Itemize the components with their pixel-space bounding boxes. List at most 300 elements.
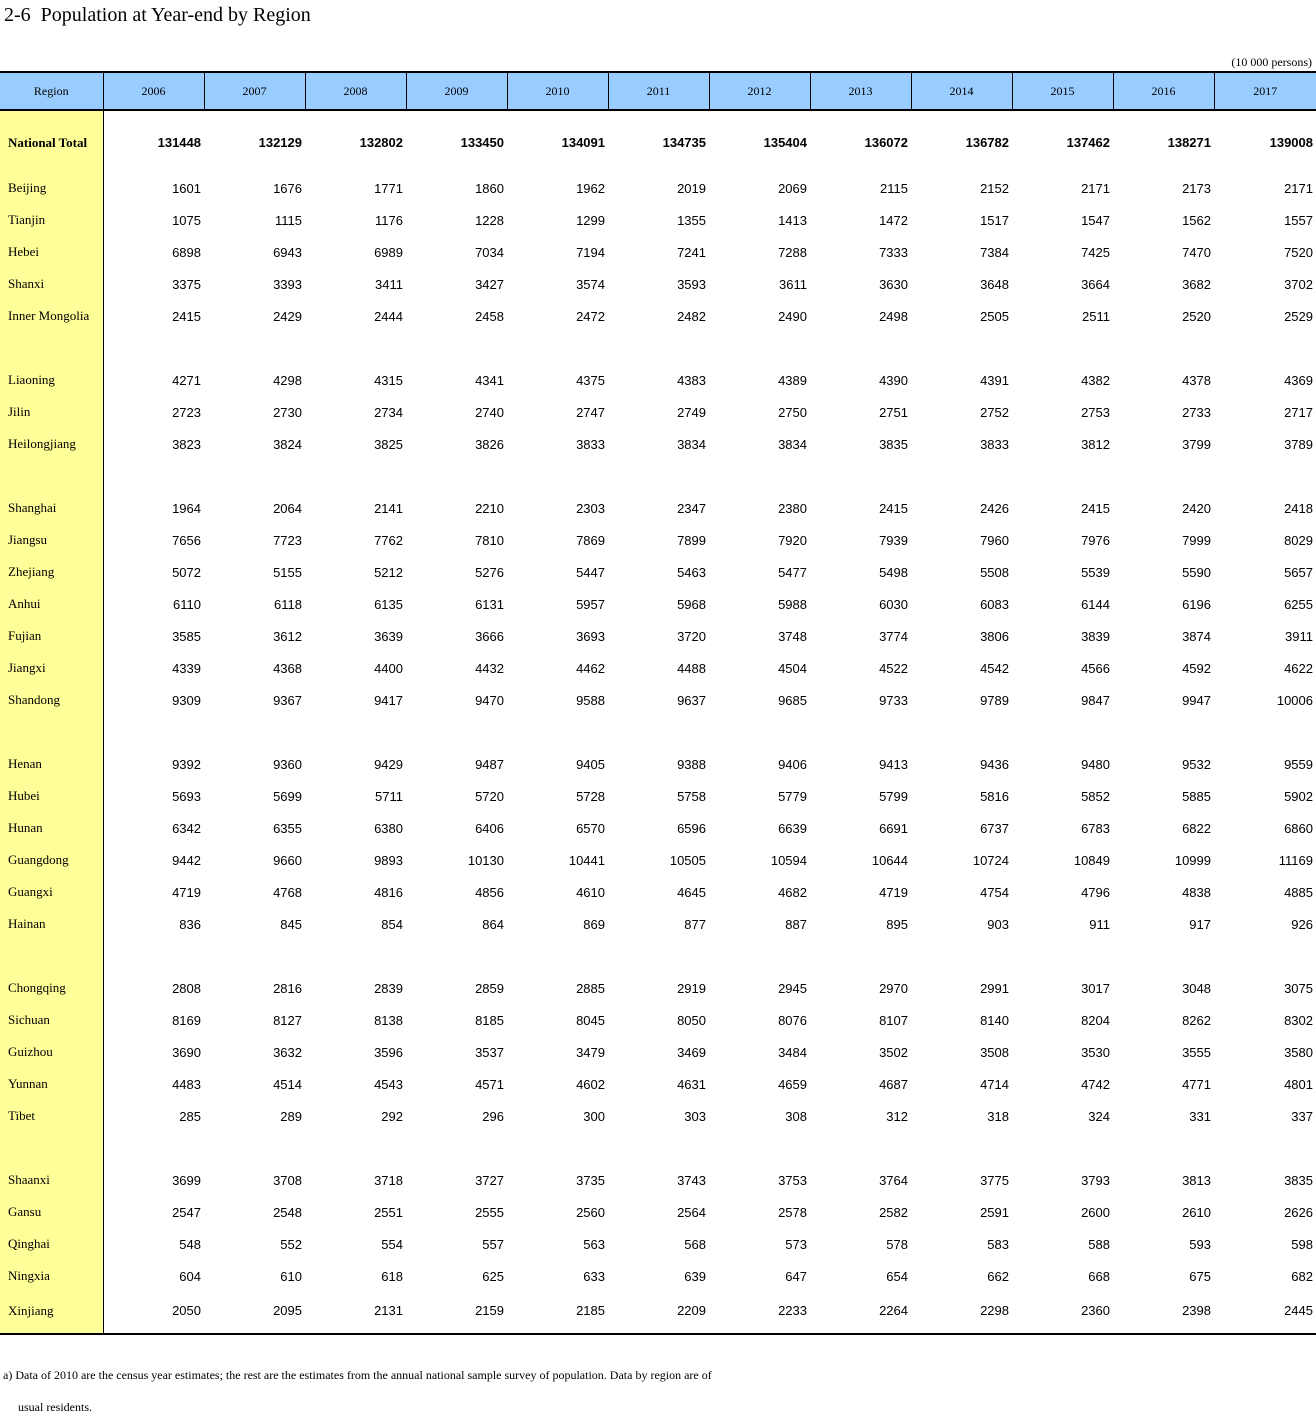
header-year: 2013 (810, 72, 911, 110)
population-value: 7288 (778, 244, 807, 260)
population-value: 1228 (475, 212, 504, 228)
table-row (0, 588, 1316, 620)
region-name: Shandong (0, 684, 103, 716)
table-row (0, 684, 1316, 716)
population-value: 2529 (1284, 308, 1313, 324)
population-value: 2418 (1284, 500, 1313, 516)
population-value: 4592 (1182, 660, 1211, 676)
population-value: 6860 (1284, 820, 1313, 836)
population-value: 4856 (475, 884, 504, 900)
header-year: 2010 (507, 72, 608, 110)
population-value: 917 (1189, 916, 1211, 932)
population-value: 2303 (576, 500, 605, 516)
population-value: 5728 (576, 788, 605, 804)
population-value: 6783 (1081, 820, 1110, 836)
population-value: 2210 (475, 500, 504, 516)
population-value: 6030 (879, 596, 908, 612)
population-value: 6737 (980, 820, 1009, 836)
region-name: Shanxi (0, 268, 103, 300)
table-row (0, 1292, 1316, 1334)
population-value: 285 (179, 1108, 201, 1124)
population-value: 1355 (677, 212, 706, 228)
population-value: 3764 (879, 1172, 908, 1188)
population-value: 3727 (475, 1172, 504, 1188)
table-row (0, 748, 1316, 780)
population-value: 8138 (374, 1012, 403, 1028)
population-value: 318 (987, 1108, 1009, 1124)
population-value: 5447 (576, 564, 605, 580)
population-value: 134735 (662, 135, 706, 150)
population-value: 9436 (980, 756, 1009, 772)
table-row (0, 204, 1316, 236)
table-row (0, 396, 1316, 428)
page-title: 2-6 Population at Year-end by Region (4, 4, 311, 26)
population-value: 135404 (763, 135, 807, 150)
population-value: 2444 (374, 308, 403, 324)
population-value: 2185 (507, 1292, 608, 1334)
region-name: Henan (0, 748, 103, 780)
population-value: 563 (583, 1236, 605, 1252)
population-value: 568 (684, 1236, 706, 1252)
population-value: 4391 (980, 372, 1009, 388)
population-value: 5902 (1284, 788, 1313, 804)
population-value: 5463 (677, 564, 706, 580)
region-name: Anhui (0, 588, 103, 620)
population-value: 3823 (172, 436, 201, 452)
population-value: 4488 (677, 660, 706, 676)
population-value: 7470 (1182, 244, 1211, 260)
population-value: 7976 (1081, 532, 1110, 548)
population-value: 7723 (273, 532, 302, 548)
population-value: 4719 (879, 884, 908, 900)
population-value: 5885 (1182, 788, 1211, 804)
table-row (0, 524, 1316, 556)
table-row (0, 1004, 1316, 1036)
population-value: 2069 (778, 180, 807, 196)
region-name: Jiangsu (0, 524, 103, 556)
table-row (0, 780, 1316, 812)
population-value: 3585 (172, 628, 201, 644)
population-value: 3812 (1081, 436, 1110, 452)
population-value: 2360 (1012, 1292, 1113, 1334)
table-row (0, 268, 1316, 300)
population-value: 7425 (1081, 244, 1110, 260)
population-value: 1075 (172, 212, 201, 228)
population-value: 8169 (172, 1012, 201, 1028)
population-value: 2458 (475, 308, 504, 324)
population-value: 3555 (1182, 1044, 1211, 1060)
population-value: 2945 (778, 980, 807, 996)
population-value: 3411 (375, 276, 403, 292)
population-value: 7656 (172, 532, 201, 548)
population-value: 3593 (677, 276, 706, 292)
population-value: 4341 (475, 372, 504, 388)
population-value: 9405 (576, 756, 605, 772)
population-value: 903 (987, 916, 1009, 932)
population-value: 7241 (677, 244, 706, 260)
population-value: 548 (179, 1236, 201, 1252)
population-value: 5720 (475, 788, 504, 804)
population-value: 6380 (374, 820, 403, 836)
population-value: 7762 (374, 532, 403, 548)
population-value: 4742 (1081, 1076, 1110, 1092)
population-value: 8185 (475, 1012, 504, 1028)
population-value: 9559 (1284, 756, 1313, 772)
population-value: 633 (583, 1268, 605, 1284)
population-value: 1472 (879, 212, 908, 228)
header-year: 2016 (1113, 72, 1214, 110)
population-value: 6570 (576, 820, 605, 836)
population-value: 1962 (576, 180, 605, 196)
population-value: 6135 (374, 596, 403, 612)
region-name: Tianjin (0, 204, 103, 236)
population-value: 3826 (475, 436, 504, 452)
population-value: 2426 (980, 500, 1009, 516)
population-value: 132129 (258, 135, 302, 150)
population-value: 3743 (677, 1172, 706, 1188)
spacer-row (0, 940, 1316, 972)
population-value: 4382 (1081, 372, 1110, 388)
population-value: 4390 (879, 372, 908, 388)
region-name: Shaanxi (0, 1164, 103, 1196)
population-value: 864 (482, 916, 504, 932)
table-row (0, 908, 1316, 940)
population-value: 877 (684, 916, 706, 932)
population-value: 2547 (172, 1204, 201, 1220)
population-value: 2347 (677, 500, 706, 516)
region-name: Inner Mongolia (0, 300, 103, 332)
population-value: 2753 (1081, 404, 1110, 420)
population-value: 4504 (778, 660, 807, 676)
population-value: 2749 (677, 404, 706, 420)
table-row (0, 1196, 1316, 1228)
population-value: 137462 (1066, 135, 1110, 150)
population-value: 6131 (475, 596, 504, 612)
population-value: 7194 (576, 244, 605, 260)
table-row (0, 492, 1316, 524)
population-value: 4339 (172, 660, 201, 676)
table-row (0, 364, 1316, 396)
population-value: 3835 (1284, 1172, 1313, 1188)
region-name: Guizhou (0, 1036, 103, 1068)
population-value: 2733 (1182, 404, 1211, 420)
population-value: 5988 (778, 596, 807, 612)
population-value: 3718 (374, 1172, 403, 1188)
population-value: 3690 (172, 1044, 201, 1060)
population-value: 4383 (677, 372, 706, 388)
population-value: 3833 (576, 436, 605, 452)
population-value: 5758 (677, 788, 706, 804)
population-value: 2472 (576, 308, 605, 324)
population-value: 3630 (879, 276, 908, 292)
population-value: 2747 (576, 404, 605, 420)
population-value: 2885 (576, 980, 605, 996)
population-value: 3702 (1284, 276, 1313, 292)
population-value: 3874 (1182, 628, 1211, 644)
population-value: 2610 (1182, 1204, 1211, 1220)
region-name: National Total (0, 110, 103, 172)
population-value: 6118 (274, 596, 302, 612)
population-value: 2717 (1284, 404, 1313, 420)
population-value: 7939 (879, 532, 908, 548)
region-name: Jilin (0, 396, 103, 428)
population-value: 8204 (1081, 1012, 1110, 1028)
population-value: 4315 (374, 372, 403, 388)
population-value: 4432 (475, 660, 504, 676)
population-value: 3508 (980, 1044, 1009, 1060)
population-value: 9406 (778, 756, 807, 772)
population-value: 647 (785, 1268, 807, 1284)
population-value: 8076 (778, 1012, 807, 1028)
population-value: 3479 (576, 1044, 605, 1060)
population-value: 9637 (677, 692, 706, 708)
population-value: 2816 (273, 980, 302, 996)
header-year: 2014 (911, 72, 1012, 110)
population-value: 10849 (1073, 852, 1110, 868)
population-value: 2498 (879, 308, 908, 324)
population-value: 4610 (576, 884, 605, 900)
population-value: 2752 (980, 404, 1009, 420)
region-name: Gansu (0, 1196, 103, 1228)
table-row (0, 556, 1316, 588)
population-value: 854 (381, 916, 403, 932)
population-value: 4566 (1081, 660, 1110, 676)
population-value: 2420 (1182, 500, 1211, 516)
table-row (0, 876, 1316, 908)
population-value: 4754 (980, 884, 1009, 900)
population-value: 3735 (576, 1172, 605, 1188)
population-value: 4631 (677, 1076, 706, 1092)
population-value: 6110 (173, 596, 201, 612)
population-value: 2751 (879, 404, 908, 420)
population-value: 324 (1088, 1108, 1110, 1124)
population-value: 2171 (1284, 180, 1313, 196)
total-row (0, 110, 1316, 172)
region-name: Guangxi (0, 876, 103, 908)
population-value: 4682 (778, 884, 807, 900)
population-value: 2564 (677, 1204, 706, 1220)
population-value: 4645 (677, 884, 706, 900)
population-value: 1860 (475, 180, 504, 196)
population-value: 3611 (779, 276, 807, 292)
table-row (0, 972, 1316, 1004)
population-value: 5957 (576, 596, 605, 612)
population-value: 136072 (864, 135, 908, 150)
population-value: 5276 (475, 564, 504, 580)
population-value: 296 (482, 1108, 504, 1124)
population-value: 303 (684, 1108, 706, 1124)
table-row (0, 844, 1316, 876)
population-value: 4368 (273, 660, 302, 676)
population-value: 5816 (980, 788, 1009, 804)
population-value: 675 (1189, 1268, 1211, 1284)
table-row (0, 1036, 1316, 1068)
population-value: 3048 (1182, 980, 1211, 996)
population-value: 5212 (374, 564, 403, 580)
spacer-row (0, 1132, 1316, 1164)
population-value: 836 (179, 916, 201, 932)
population-value: 8045 (576, 1012, 605, 1028)
header-year: 2007 (204, 72, 305, 110)
population-value: 2064 (273, 500, 302, 516)
population-value: 10505 (669, 852, 706, 868)
region-name: Jiangxi (0, 652, 103, 684)
population-value: 2173 (1182, 180, 1211, 196)
population-value: 2050 (103, 1292, 204, 1334)
population-value: 3708 (273, 1172, 302, 1188)
population-value: 5477 (778, 564, 807, 580)
population-value: 4542 (980, 660, 1009, 676)
population-value: 3833 (980, 436, 1009, 452)
population-value: 682 (1291, 1268, 1313, 1284)
population-value: 5657 (1284, 564, 1313, 580)
population-value: 2600 (1081, 1204, 1110, 1220)
population-value: 2740 (475, 404, 504, 420)
population-value: 3806 (980, 628, 1009, 644)
population-value: 4298 (273, 372, 302, 388)
population-value: 4271 (172, 372, 201, 388)
population-value: 6943 (273, 244, 302, 260)
population-value: 1601 (172, 180, 201, 196)
population-value: 4622 (1284, 660, 1313, 676)
table-row (0, 1228, 1316, 1260)
population-value: 3580 (1284, 1044, 1313, 1060)
population-value: 1547 (1081, 212, 1110, 228)
population-value: 3502 (879, 1044, 908, 1060)
population-value: 3612 (273, 628, 302, 644)
population-value: 2548 (273, 1204, 302, 1220)
population-value: 9947 (1182, 692, 1211, 708)
population-value: 1115 (275, 212, 302, 228)
population-value: 2991 (980, 980, 1009, 996)
population-value: 3834 (778, 436, 807, 452)
population-value: 2141 (374, 500, 403, 516)
population-value: 9388 (677, 756, 706, 772)
population-value: 3799 (1182, 436, 1211, 452)
population-value: 578 (886, 1236, 908, 1252)
population-value: 2578 (778, 1204, 807, 1220)
population-value: 3574 (576, 276, 605, 292)
population-value: 1299 (576, 212, 605, 228)
population-value: 3017 (1081, 980, 1110, 996)
population-value: 2264 (810, 1292, 911, 1334)
region-name: Yunnan (0, 1068, 103, 1100)
population-value: 6822 (1182, 820, 1211, 836)
population-value: 3813 (1182, 1172, 1211, 1188)
population-value: 5590 (1182, 564, 1211, 580)
population-value: 2233 (709, 1292, 810, 1334)
population-value: 2159 (406, 1292, 507, 1334)
population-value: 7520 (1284, 244, 1313, 260)
population-value: 5498 (879, 564, 908, 580)
region-name: Ningxia (0, 1260, 103, 1292)
population-value: 3834 (677, 436, 706, 452)
region-name: Beijing (0, 172, 103, 204)
population-value: 3393 (273, 276, 302, 292)
population-value: 10441 (568, 852, 605, 868)
population-value: 11169 (1278, 852, 1313, 868)
population-value: 598 (1291, 1236, 1313, 1252)
population-value: 6989 (374, 244, 403, 260)
population-value: 6144 (1081, 596, 1110, 612)
population-value: 3632 (273, 1044, 302, 1060)
table-row (0, 172, 1316, 204)
population-value: 6196 (1182, 596, 1211, 612)
population-value: 6596 (677, 820, 706, 836)
population-value: 3911 (1285, 628, 1313, 644)
population-value: 1413 (778, 212, 807, 228)
table-row (0, 652, 1316, 684)
population-value: 2380 (778, 500, 807, 516)
header-year: 2009 (406, 72, 507, 110)
population-value: 2626 (1284, 1204, 1313, 1220)
population-value: 552 (280, 1236, 302, 1252)
region-name: Guangdong (0, 844, 103, 876)
population-value: 2839 (374, 980, 403, 996)
population-value: 312 (886, 1108, 908, 1124)
population-value: 9367 (273, 692, 302, 708)
population-value: 2734 (374, 404, 403, 420)
population-value: 1517 (980, 212, 1009, 228)
population-value: 3682 (1182, 276, 1211, 292)
footnote-line-2: usual residents. (18, 1400, 92, 1414)
population-value: 331 (1189, 1108, 1211, 1124)
population-value: 5711 (375, 788, 403, 804)
population-value: 5852 (1081, 788, 1110, 804)
population-value: 9532 (1182, 756, 1211, 772)
population-value: 6083 (980, 596, 1009, 612)
population-value: 9487 (475, 756, 504, 772)
population-value: 5699 (273, 788, 302, 804)
population-value: 3666 (475, 628, 504, 644)
population-table (0, 71, 1316, 1335)
population-value: 610 (280, 1268, 302, 1284)
population-value: 9660 (273, 852, 302, 868)
population-value: 5968 (677, 596, 706, 612)
table-row (0, 812, 1316, 844)
population-value: 4462 (576, 660, 605, 676)
population-value: 2429 (273, 308, 302, 324)
population-value: 5072 (172, 564, 201, 580)
population-value: 3537 (475, 1044, 504, 1060)
region-name: Chongqing (0, 972, 103, 1004)
population-value: 654 (886, 1268, 908, 1284)
region-name: Hainan (0, 908, 103, 940)
population-value: 3775 (980, 1172, 1009, 1188)
population-value: 9893 (374, 852, 403, 868)
population-value: 10644 (871, 852, 908, 868)
population-value: 3699 (172, 1172, 201, 1188)
population-value: 4816 (374, 884, 403, 900)
table-row (0, 1164, 1316, 1196)
population-value: 639 (684, 1268, 706, 1284)
population-value: 9413 (879, 756, 908, 772)
population-value: 3720 (677, 628, 706, 644)
population-value: 289 (280, 1108, 302, 1124)
region-name: Hunan (0, 812, 103, 844)
population-value: 573 (785, 1236, 807, 1252)
population-value: 5155 (273, 564, 302, 580)
population-value: 10594 (770, 852, 807, 868)
population-value: 4571 (475, 1076, 504, 1092)
population-value: 1964 (172, 500, 201, 516)
population-value: 10724 (972, 852, 1009, 868)
population-value: 4771 (1182, 1076, 1211, 1092)
population-value: 887 (785, 916, 807, 932)
population-value: 300 (583, 1108, 605, 1124)
region-name: Liaoning (0, 364, 103, 396)
table-row (0, 620, 1316, 652)
